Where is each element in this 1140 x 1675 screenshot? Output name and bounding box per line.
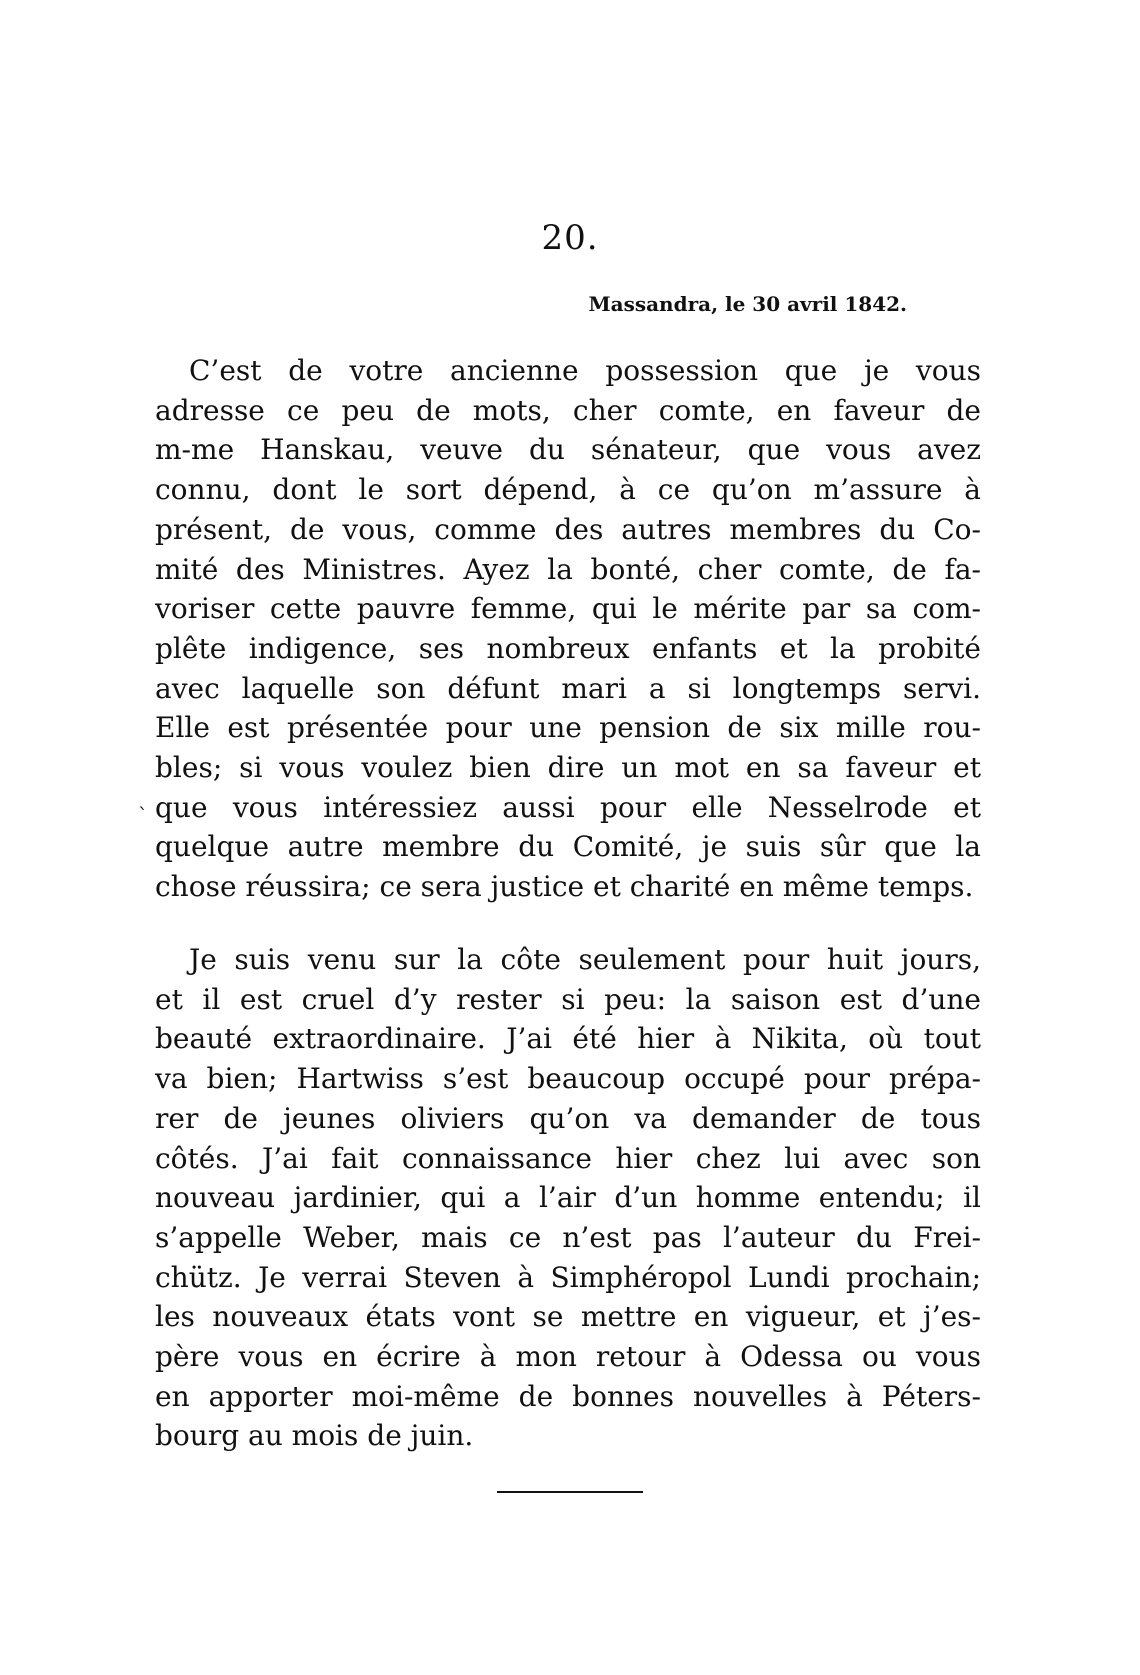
text-line: mité des Ministres. Ayez la bonté, cher comte, de fa-: [155, 552, 981, 586]
text-line: présent, de vous, comme des autres membres du Co-: [155, 512, 981, 546]
text-line: quelque autre membre du Comité, je suis sûr que la: [155, 830, 981, 864]
text-line: père vous en écrire à mon retour à Odessa ou vous: [155, 1340, 981, 1374]
text-line: voriser cette pauvre femme, qui le mérite par sa com-: [155, 592, 981, 626]
letter-number: 20.: [541, 218, 599, 258]
text-line: et il est cruel d’y rester si peu: la saison est d’une: [155, 982, 981, 1016]
text-line: plête indigence, ses nombreux enfants et la probité: [155, 631, 981, 665]
text-line: rer de jeunes oliviers qu’on va demander de tous: [155, 1101, 981, 1135]
text-line: adresse ce peu de mots, cher comte, en faveur de: [155, 393, 981, 427]
paragraph: [155, 940, 981, 1456]
text-line: nouveau jardinier, qui a l’air d’un homme entendu; il: [155, 1181, 981, 1215]
text-line: Elle est présentée pour une pension de six mille rou-: [155, 711, 981, 745]
text-line: en apporter moi-même de bonnes nouvelles à Péters-: [155, 1379, 981, 1413]
text-line: Je suis venu sur la côte seulement pour huit jours,: [189, 943, 981, 976]
text-line: chütz. Je verrai Steven à Simphéropol Lundi prochain;: [155, 1260, 981, 1294]
text-line: les nouveaux états vont se mettre en vigueur, et j’es-: [155, 1300, 981, 1334]
text-line: bourg au mois de juin.: [155, 1419, 474, 1453]
paragraph: [155, 351, 981, 907]
text-line: côtés. J’ai fait connaissance hier chez lui avec son: [155, 1141, 981, 1175]
text-line: va bien; Hartwiss s’est beaucoup occupé pour prépa-: [155, 1062, 981, 1096]
dateline: Massandra, le 30 avril 1842.: [588, 292, 907, 316]
text-line: que vous intéressiez aussi pour elle Nesselrode et: [155, 790, 981, 824]
end-rule: [497, 1491, 643, 1493]
text-line: bles; si vous voulez bien dire un mot en sa faveur et: [155, 751, 981, 785]
text-line: avec laquelle son défunt mari a si longtemps servi.: [155, 671, 981, 705]
text-line: m-me Hanskau, veuve du sénateur, que vous avez: [155, 433, 981, 467]
margin-mark: `: [138, 803, 148, 827]
text-line: s’appelle Weber, mais ce n’est pas l’auteur du Frei-: [155, 1220, 981, 1254]
text-line: connu, dont le sort dépend, à ce qu’on m’assure à: [155, 473, 981, 507]
text-line: C’est de votre ancienne possession que je vous: [189, 354, 981, 387]
text-line: beauté extraordinaire. J’ai été hier à Nikita, où tout: [155, 1022, 981, 1056]
text-line: chose réussira; ce sera justice et charité en même temps.: [155, 870, 974, 904]
